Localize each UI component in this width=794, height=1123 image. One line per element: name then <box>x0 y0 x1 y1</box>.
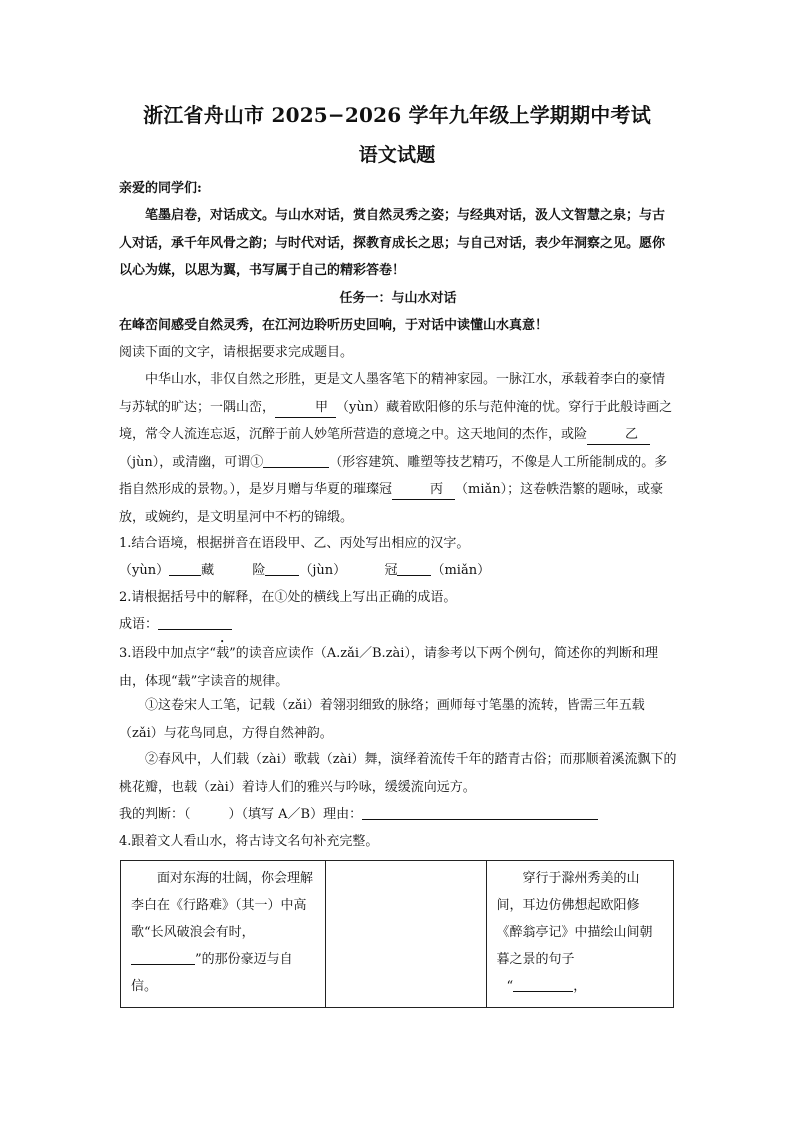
passage-part-3: （jùn），或清幽，可谓① <box>119 454 264 470</box>
exam-title: 浙江省舟山市 2025−2026 学年九年级上学期期中考试 <box>143 103 651 127</box>
greeting: 亲爱的同学们: <box>119 181 202 196</box>
idiom-label: 成语： <box>119 617 159 632</box>
blank-yi: 乙 <box>587 426 650 445</box>
example-sentence-1: ①这卷宋人工笔，记载（zǎi）着翎羽细致的脉络；画师每寸笔墨的流转，皆需三年五载（zǎi）与花鸟同息，方得自然神韵。 <box>119 698 645 741</box>
question-4: 4.跟着文人看山水，将古诗文名句补充完整。 <box>119 834 379 849</box>
judge-reason-label: ）（填写 A／B）理由： <box>228 807 363 822</box>
answer-blank-mian[interactable] <box>397 561 431 576</box>
libai-prompt-end: ”的那份豪迈与自信。 <box>131 952 293 994</box>
blank-idiom[interactable] <box>263 453 329 468</box>
intro-paragraph: 笔墨启卷，对话成文。与山水对话，赏自然灵秀之姿；与经典对话，汲人文智慧之泉；与古人对话，承千年风骨之韵；与时代对话，探教育成长之思；与自己对话，表少年洞察之见。愿你以心为媒，以思为翼，书写属于自己的精彩答卷！ <box>119 208 666 278</box>
table-cell-ouyangxiu <box>486 861 673 1008</box>
open-quote: “ <box>506 979 514 994</box>
question-2: 2.请根据括号中的解释，在①处的横线上写出正确的成语。 <box>119 590 457 605</box>
example-sentence-2: ②春风中，人们载（zài）歌载（zài）舞，演绎着流传千年的踏青古俗；而那顺着溪流飘下的桃花瓣，也载（zài）着诗人们的雅兴与吟咏，缓缓流向远方。 <box>119 752 677 795</box>
char-xian: 险 <box>252 563 266 578</box>
libai-answer-blank[interactable] <box>131 950 195 965</box>
question-3-part-a: 3.语段中加点字“ <box>119 646 217 661</box>
pinyin-yun: （yùn） <box>119 563 170 578</box>
exam-subtitle: 语文试题 <box>358 144 436 166</box>
question-1: 1.结合语境，根据拼音在语段甲、乙、丙处写出相应的汉字。 <box>119 536 470 551</box>
reading-passage <box>119 366 677 531</box>
ouyangxiu-prompt: 穿行于滁州秀美的山间，耳边仿佛想起欧阳修《醉翁亭记》中描绘山间朝暮之景的句子 <box>496 871 653 967</box>
judge-label: 我的判断：（ <box>119 807 191 822</box>
passage-part-4: （形容建筑、雕塑等技艺精巧，不像是人工所能制成的。多指自然形成的景物。），是岁月赠与华夏的璀璨冠 <box>119 454 668 497</box>
char-cang: 藏 <box>201 563 215 578</box>
idiom-answer-blank[interactable] <box>158 615 232 630</box>
passage-part-1: 中华山水，非仅自然之形胜，更是文人墨客笔下的精神家园。一脉江水，承载着李白的豪情与苏轼的旷达；一隅山峦， <box>119 372 666 415</box>
pinyin-jun: （jùn） <box>299 563 347 578</box>
passage-part-5: （miǎn）；这卷帙浩繁的题咏，或豪放，或婉约，是文明星河中不朽的锦缎。 <box>119 482 664 525</box>
judgement-line <box>119 801 677 829</box>
table-cell-middle <box>325 861 486 1008</box>
answer-blank-jun[interactable] <box>265 561 299 576</box>
libai-prompt: 面对东海的壮阔，你会理解李白在《行路难》（其一）中高歌“长风破浪会有时， <box>131 871 314 940</box>
comma-mark: ， <box>573 979 587 994</box>
ouyangxiu-answer-blank[interactable] <box>513 977 573 992</box>
answer-blank-yun[interactable] <box>169 561 201 576</box>
question-2-answer-line <box>119 611 677 639</box>
table-cell-libai <box>121 861 326 1008</box>
blank-bing: 丙 <box>392 481 455 500</box>
task-title: 任务一：与山水对话 <box>339 291 457 306</box>
reason-answer-blank[interactable] <box>362 805 598 820</box>
task-intro: 在峰峦间感受自然灵秀，在江河边聆听历史回响，于对话中读懂山水真意！ <box>119 318 549 333</box>
question-3-part-b: ”的读音应读作（A.zǎi／B.zài），请参考以下两个例句，简述你的判断和理由，体现“载”字读音的规律。 <box>119 646 658 689</box>
dotted-char-zai: 载 <box>216 646 230 661</box>
poem-fill-table <box>120 860 674 1008</box>
reading-instruction: 阅读下面的文字，请根据要求完成题目。 <box>119 345 354 360</box>
pinyin-mian: （miǎn） <box>431 563 491 578</box>
question-1-answer-line <box>119 557 677 585</box>
blank-jia: 甲 <box>275 399 336 418</box>
passage-part-2: （yùn）藏着欧阳修的乐与范仲淹的忧。穿行于此般诗画之境，常令人流连忘返，沉醉于前人妙笔所营造的意境之中。这天地间的杰作，或险 <box>119 399 673 442</box>
char-guan: 冠 <box>384 563 398 578</box>
question-3 <box>119 638 677 695</box>
